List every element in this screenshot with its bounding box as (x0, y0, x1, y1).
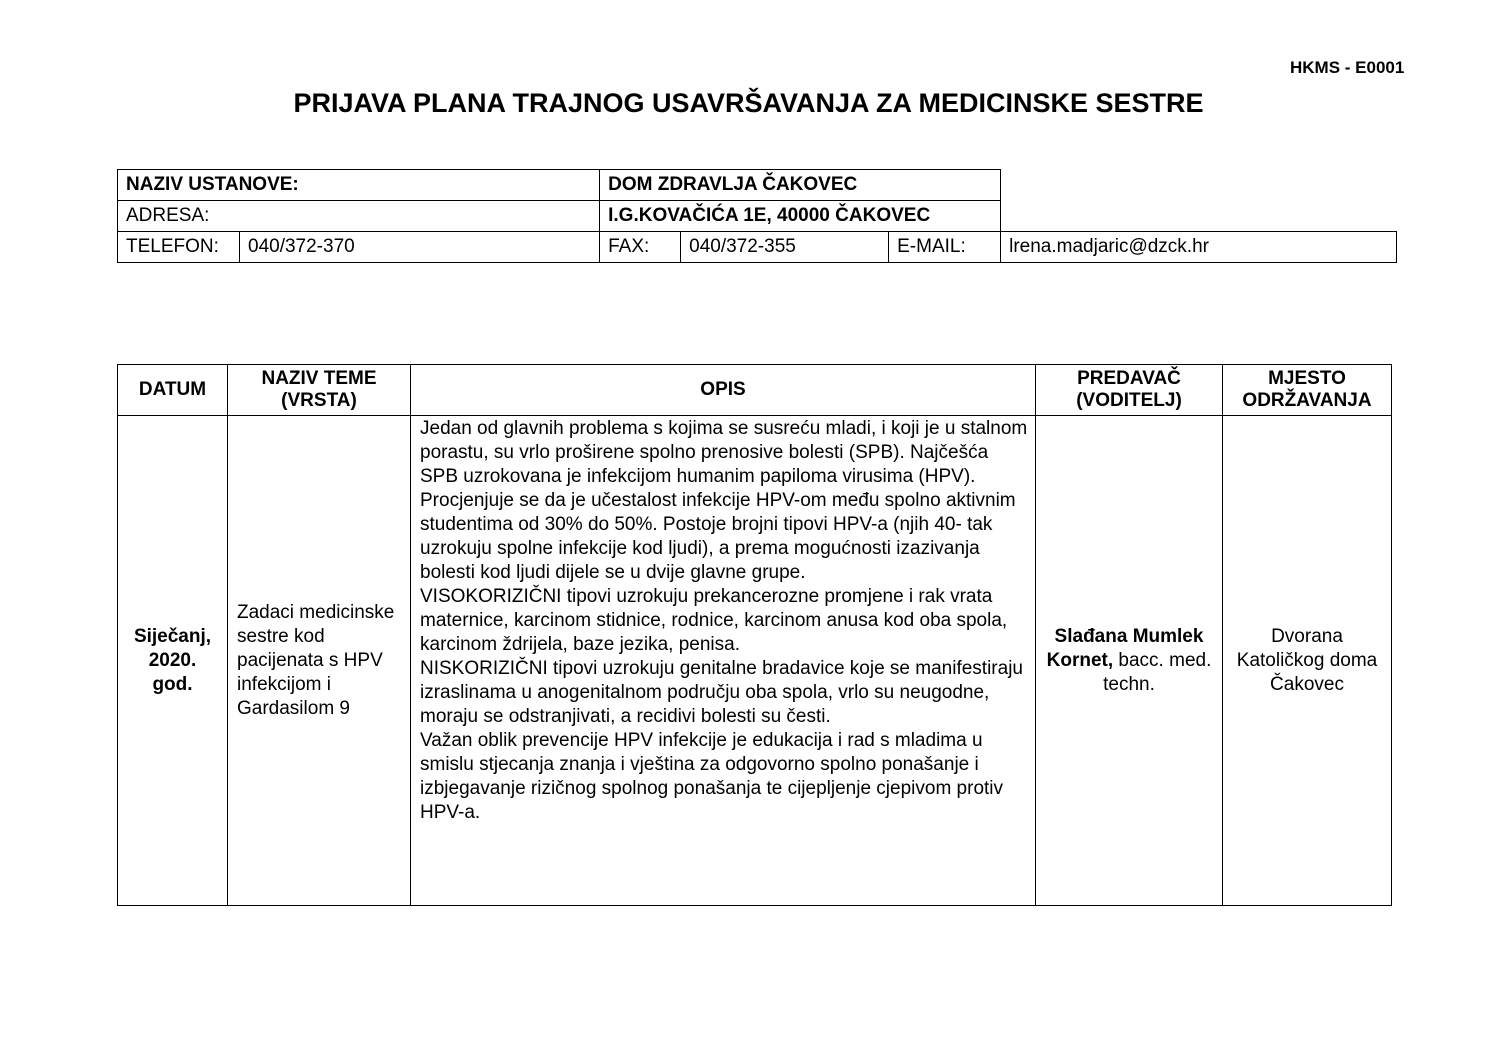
institution-contact-row (118, 232, 1397, 263)
email-label: E-MAIL: (889, 232, 1001, 263)
mjesto-cell: Dvorana Katoličkog doma Čakovec (1223, 416, 1392, 906)
header-predavac: PREDAVAČ (VODITELJ) (1036, 365, 1223, 416)
predavac-name: Slađana Mumlek Kornet, (1046, 625, 1204, 671)
email-value: lrena.madjaric@dzck.hr (1001, 232, 1397, 263)
opis-paragraph-1: Jedan od glavnih problema s kojima se susreću mladi, i koji je u stalnom porastu, su vrlo proširene spolno prenosive bolesti (SPB). Najčešća SPB uzrokovana je infekcijom humanim papiloma virusima (HPV). Procjenjuje se da je učestalost infekcije HPV-om među spolno aktivnim studentima od 30% do 50%. Postoje brojni tipovi HPV-a (njih 40- tak uzrokuju spolne infekcije kod ljudi), a prema mogućnosti izazivanja bolesti kod ljudi dijele se u dvije glavne grupe. (420, 418, 1028, 583)
fax-label: FAX: (600, 232, 681, 263)
page-title: PRIJAVA PLANA TRAJNOG USAVRŠAVANJA ZA MEDICINSKE SESTRE (293, 88, 1204, 118)
plan-table (117, 364, 1392, 906)
institution-address-value: I.G.KOVAČIĆA 1E, 40000 ČAKOVEC (600, 201, 1001, 232)
form-code: HKMS - E0001 (1290, 58, 1405, 77)
opis-paragraph-4: Važan oblik prevencije HPV infekcije je edukacija i rad s mladima u smislu stjecanja znanja i vještina za odgovorno spolno ponašanje i izbjegavanje rizičnog spolnog ponašanja te cijepljenje cjepivom protiv HPV-a. (420, 730, 1004, 823)
header-datum: DATUM (118, 365, 228, 416)
header-opis: OPIS (411, 365, 1036, 416)
institution-name-row (118, 170, 1397, 201)
predavac-cell (1036, 416, 1223, 906)
datum-cell: Siječanj, 2020. god. (118, 416, 228, 906)
institution-address-label: ADRESA: (118, 201, 600, 232)
institution-table (117, 169, 1397, 263)
header-mjesto: MJESTO ODRŽAVANJA (1223, 365, 1392, 416)
institution-name-label: NAZIV USTANOVE: (118, 170, 600, 201)
fax-value: 040/372-355 (681, 232, 889, 263)
opis-cell (411, 416, 1036, 906)
phone-value: 040/372-370 (240, 232, 600, 263)
opis-paragraph-3: NISKORIZIČNI tipovi uzrokuju genitalne bradavice koje se manifestiraju izraslinama u anogenitalnom području oba spola, vrlo su neugodne, moraju se odstranjivati, a recidivi bolesti su česti. (420, 658, 1023, 727)
institution-address-row (118, 201, 1397, 232)
tema-cell: Zadaci medicinske sestre kod pacijenata s HPV infekcijom i Gardasilom 9 (228, 416, 411, 906)
phone-label: TELEFON: (118, 232, 240, 263)
opis-paragraph-2: VISOKORIZIČNI tipovi uzrokuju prekancerozne promjene i rak vrata maternice, karcinom stidnice, rodnice, karcinom anusa kod oba spola, karcinom ždrijela, baze jezika, penisa. (420, 586, 1008, 655)
plan-header-row (118, 365, 1392, 416)
predavac-title: bacc. med. techn. (1103, 649, 1212, 695)
header-naziv-teme: NAZIV TEME (VRSTA) (228, 365, 411, 416)
institution-name-value: DOM ZDRAVLJA ČAKOVEC (600, 170, 1001, 201)
table-row (118, 416, 1392, 906)
